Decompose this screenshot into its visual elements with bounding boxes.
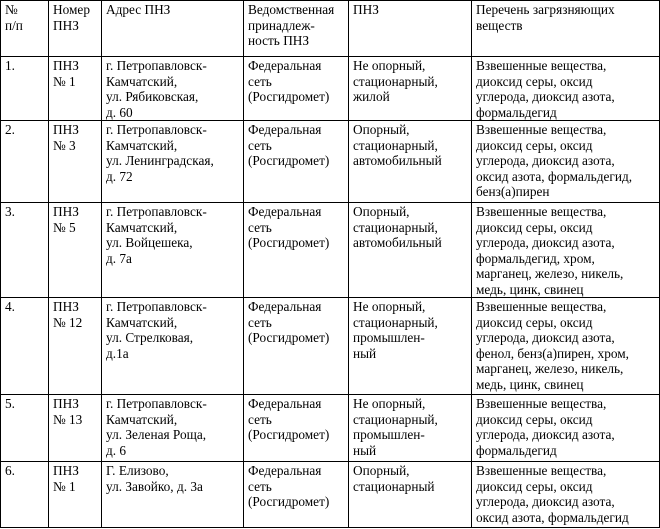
cell-post-type: Не опорный, стационарный, жилой xyxy=(349,57,472,121)
header-address: Адрес ПНЗ xyxy=(102,1,244,57)
cell-ownership: Федеральная сеть (Росгидромет) xyxy=(244,298,349,395)
cell-address: г. Петропавловск- Камчатский, ул. Стрелковая, д.1а xyxy=(102,298,244,395)
cell-post-number: ПНЗ № 3 xyxy=(49,121,102,203)
cell-post-type: Опорный, стационарный xyxy=(349,462,472,528)
cell-pollutants: Взвешенные вещества, диоксид серы, оксид углерода, диоксид азота, формальдегид xyxy=(472,57,660,121)
table-row xyxy=(1,203,660,298)
cell-post-type: Опорный, стационарный, автомобильный xyxy=(349,203,472,298)
cell-num: 6. xyxy=(1,462,49,528)
cell-address: г. Петропавловск- Камчатский, ул. Зеленая Роща, д. 6 xyxy=(102,395,244,462)
cell-ownership: Федеральная сеть (Росгидромет) xyxy=(244,121,349,203)
cell-pollutants: Взвешенные вещества, диоксид серы, оксид углерода, диоксид азота, оксид азота, формальдегид xyxy=(472,462,660,528)
cell-ownership: Федеральная сеть (Росгидромет) xyxy=(244,462,349,528)
cell-ownership: Федеральная сеть (Росгидромет) xyxy=(244,395,349,462)
table-row xyxy=(1,298,660,395)
cell-post-type: Не опорный, стационарный, промышлен- ный xyxy=(349,395,472,462)
cell-num: 5. xyxy=(1,395,49,462)
cell-num: 2. xyxy=(1,121,49,203)
cell-num: 1. xyxy=(1,57,49,121)
cell-num: 3. xyxy=(1,203,49,298)
cell-post-number: ПНЗ № 5 xyxy=(49,203,102,298)
cell-pollutants: Взвешенные вещества, диоксид серы, оксид углерода, диоксид азота, оксид азота, формальдегид, бенз(а)пирен xyxy=(472,121,660,203)
table-row xyxy=(1,462,660,528)
header-row xyxy=(1,1,660,57)
cell-address: Г. Елизово, ул. Завойко, д. 3а xyxy=(102,462,244,528)
header-post-number: Номер ПНЗ xyxy=(49,1,102,57)
header-num: № п/п xyxy=(1,1,49,57)
cell-post-type: Не опорный, стационарный, промышлен- ный xyxy=(349,298,472,395)
cell-post-type: Опорный, стационарный, автомобильный xyxy=(349,121,472,203)
header-post-type: ПНЗ xyxy=(349,1,472,57)
cell-address: г. Петропавловск- Камчатский, ул. Войцешека, д. 7а xyxy=(102,203,244,298)
cell-pollutants: Взвешенные вещества, диоксид серы, оксид углерода, диоксид азота, фенол, бенз(а)пирен, хром, марганец, железо, никель, медь, цинк, свинец xyxy=(472,298,660,395)
cell-pollutants: Взвешенные вещества, диоксид серы, оксид углерода, диоксид азота, формальдегид xyxy=(472,395,660,462)
cell-post-number: ПНЗ № 1 xyxy=(49,462,102,528)
header-ownership: Ведомственная принадлеж- ность ПНЗ xyxy=(244,1,349,57)
cell-num: 4. xyxy=(1,298,49,395)
cell-address: г. Петропавловск- Камчатский, ул. Рябиковская, д. 60 xyxy=(102,57,244,121)
table-row xyxy=(1,395,660,462)
header-pollutants: Перечень загрязняющих веществ xyxy=(472,1,660,57)
table-row xyxy=(1,121,660,203)
cell-post-number: ПНЗ № 1 xyxy=(49,57,102,121)
cell-ownership: Федеральная сеть (Росгидромет) xyxy=(244,203,349,298)
table-row xyxy=(1,57,660,121)
cell-post-number: ПНЗ № 12 xyxy=(49,298,102,395)
cell-pollutants: Взвешенные вещества, диоксид серы, оксид углерода, диоксид азота, формальдегид, хром, марганец, железо, никель, медь, цинк, свинец xyxy=(472,203,660,298)
cell-address: г. Петропавловск- Камчатский, ул. Ленинградская, д. 72 xyxy=(102,121,244,203)
cell-ownership: Федеральная сеть (Росгидромет) xyxy=(244,57,349,121)
cell-post-number: ПНЗ № 13 xyxy=(49,395,102,462)
